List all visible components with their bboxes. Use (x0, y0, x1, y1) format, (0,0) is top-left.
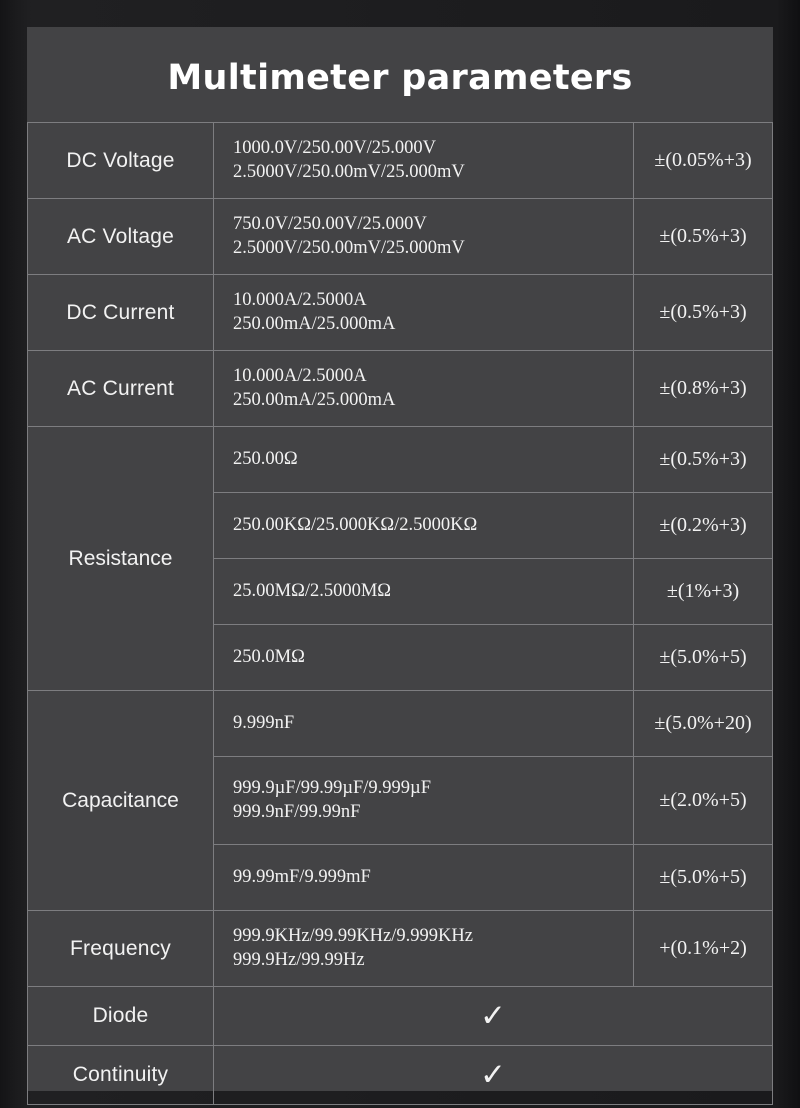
row-accuracy-ac-current: ±(0.8%+3) (634, 351, 773, 427)
range-line: 250.00mA/25.000mA (233, 313, 396, 334)
row-range-dc-voltage (214, 123, 634, 199)
checkmark-icon: ✓ (214, 1046, 773, 1105)
parameters-card (27, 27, 773, 1091)
row-label-ac-voltage: AC Voltage (28, 199, 214, 275)
row-range-ac-voltage (214, 199, 634, 275)
range-line: 999.9nF/99.99nF (233, 801, 361, 822)
row-accuracy-resistance-4: ±(5.0%+5) (634, 625, 773, 691)
range-line: 999.9KHz/99.99KHz/9.999KHz (233, 925, 473, 946)
row-range-capacitance-2 (214, 757, 634, 845)
range-line: 99.99mF/9.999mF (233, 866, 371, 887)
page-title: Multimeter parameters (167, 58, 633, 98)
row-label-resistance: Resistance (28, 427, 214, 691)
row-range-ac-current (214, 351, 634, 427)
row-accuracy-resistance-1: ±(0.5%+3) (634, 427, 773, 493)
range-line: 250.00KΩ/25.000KΩ/2.5000KΩ (233, 514, 478, 535)
range-line: 25.00MΩ/2.5000MΩ (233, 580, 392, 601)
row-range-resistance-2 (214, 493, 634, 559)
table-row (28, 351, 773, 427)
parameters-table (27, 122, 773, 1105)
row-label-dc-current: DC Current (28, 275, 214, 351)
row-label-ac-current: AC Current (28, 351, 214, 427)
range-line: 250.0MΩ (233, 646, 305, 667)
range-line: 999.9Hz/99.99Hz (233, 949, 365, 970)
row-label-frequency: Frequency (28, 911, 214, 987)
row-label-dc-voltage: DC Voltage (28, 123, 214, 199)
row-range-resistance-3 (214, 559, 634, 625)
row-label-diode: Diode (28, 987, 214, 1046)
table-row (28, 275, 773, 351)
row-range-frequency (214, 911, 634, 987)
row-accuracy-resistance-3: ±(1%+3) (634, 559, 773, 625)
range-line: 9.999nF (233, 712, 295, 733)
checkmark-icon: ✓ (214, 987, 773, 1046)
row-range-capacitance-1 (214, 691, 634, 757)
row-range-resistance-1 (214, 427, 634, 493)
row-range-capacitance-3 (214, 845, 634, 911)
row-accuracy-dc-voltage: ±(0.05%+3) (634, 123, 773, 199)
table-row (28, 691, 773, 757)
row-range-dc-current (214, 275, 634, 351)
range-line: 2.5000V/250.00mV/25.000mV (233, 161, 465, 182)
row-accuracy-dc-current: ±(0.5%+3) (634, 275, 773, 351)
table-row (28, 1046, 773, 1105)
row-accuracy-capacitance-2: ±(2.0%+5) (634, 757, 773, 845)
table-row (28, 199, 773, 275)
range-line: 2.5000V/250.00mV/25.000mV (233, 237, 465, 258)
range-line: 999.9µF/99.99µF/9.999µF (233, 777, 431, 798)
table-row (28, 123, 773, 199)
range-line: 10.000A/2.5000A (233, 365, 367, 386)
range-line: 1000.0V/250.00V/25.000V (233, 137, 436, 158)
row-accuracy-capacitance-1: ±(5.0%+20) (634, 691, 773, 757)
range-line: 10.000A/2.5000A (233, 289, 367, 310)
row-accuracy-capacitance-3: ±(5.0%+5) (634, 845, 773, 911)
range-line: 250.00Ω (233, 448, 298, 469)
row-accuracy-resistance-2: ±(0.2%+3) (634, 493, 773, 559)
table-row (28, 911, 773, 987)
row-label-continuity: Continuity (28, 1046, 214, 1105)
table-row (28, 987, 773, 1046)
row-label-capacitance: Capacitance (28, 691, 214, 911)
row-range-resistance-4 (214, 625, 634, 691)
range-line: 750.0V/250.00V/25.000V (233, 213, 427, 234)
table-row (28, 427, 773, 493)
range-line: 250.00mA/25.000mA (233, 389, 396, 410)
row-accuracy-frequency: +(0.1%+2) (634, 911, 773, 987)
row-accuracy-ac-voltage: ±(0.5%+3) (634, 199, 773, 275)
